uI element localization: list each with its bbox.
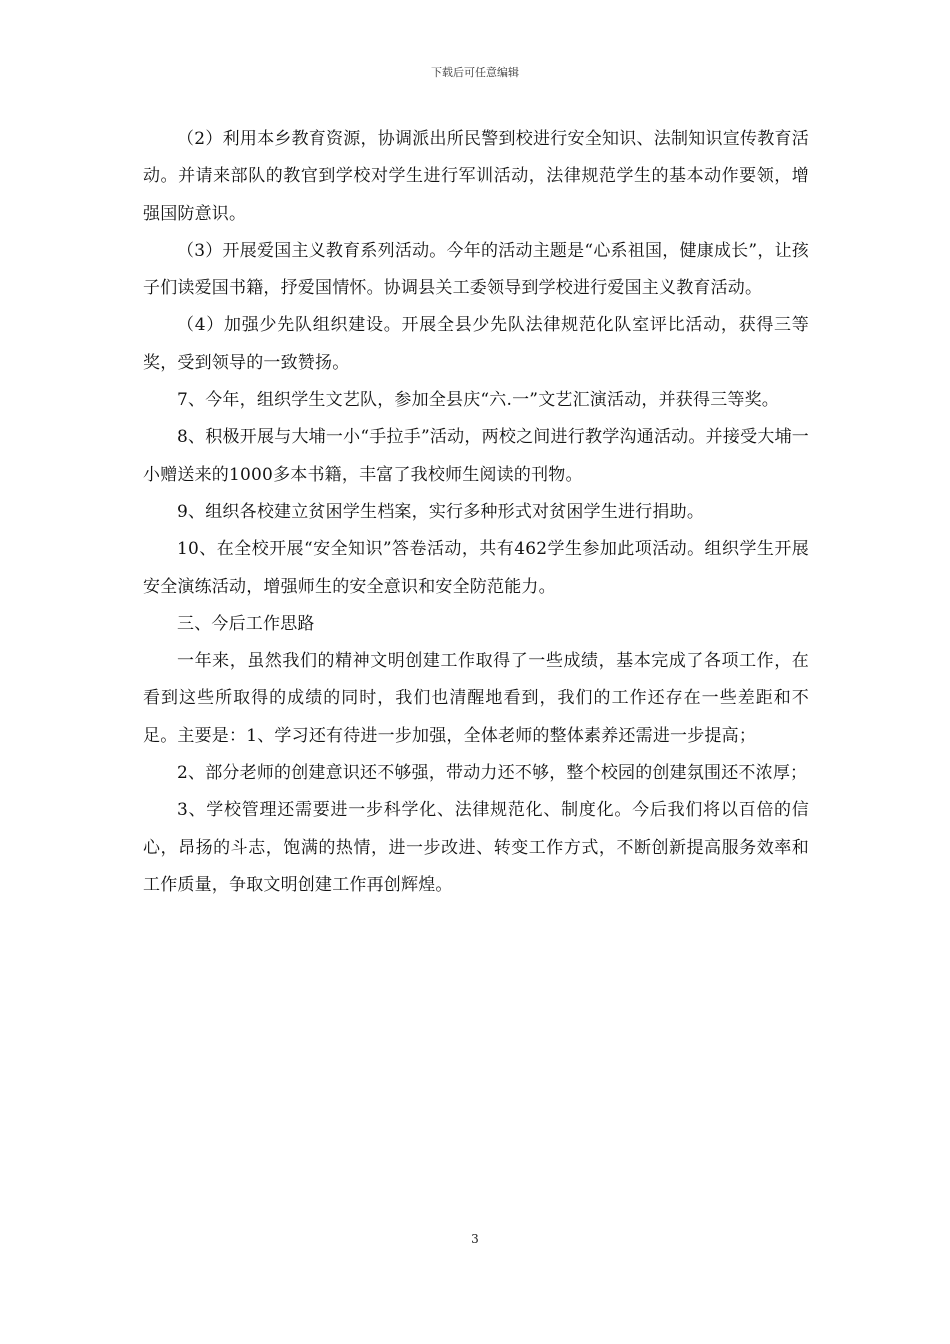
paragraph-shortcoming-2: 2、部分老师的创建意识还不够强，带动力还不够，整个校园的创建氛围还不浓厚； — [177, 763, 808, 784]
paragraph-item-8: 8、积极开展与大埔一小“手拉手”活动，两校之间进行教学沟通活动。并接受大埔一小赠送来的1000多本书籍，丰富了我校师生阅读的刊物。 — [143, 427, 809, 485]
section-heading: 三、今后工作思路 — [177, 613, 315, 634]
paragraph-item-4: （4）加强少先队组织建设。开展全县少先队法律规范化队室评比活动，获得三等奖，受到领导的一致赞扬。 — [143, 315, 809, 373]
paragraph-item-10: 10、在全校开展“安全知识”答卷活动，共有462学生参加此项活动。组织学生开展安全演练活动，增强师生的安全意识和安全防范能力。 — [143, 539, 809, 597]
paragraph-item-3: （3）开展爱国主义教育系列活动。今年的活动主题是“心系祖国，健康成长”，让孩子们读爱国书籍，抒爱国情怀。协调县关工委领导到学校进行爱国主义教育活动。 — [143, 240, 809, 299]
document-body — [143, 121, 809, 904]
paragraph-item-7: 7、今年，组织学生文艺队，参加全县庆“六.一”文艺汇演活动，并获得三等奖。 — [177, 390, 779, 411]
paragraph-item-2: （2）利用本乡教育资源，协调派出所民警到校进行安全知识、法制知识宣传教育活动。并请来部队的教官到学校对学生进行军训活动，法律规范学生的基本动作要领，增强国防意识。 — [143, 129, 809, 224]
page-number: 3 — [471, 1232, 479, 1246]
paragraph-summary: 一年来，虽然我们的精神文明创建工作取得了一些成绩，基本完成了各项工作，在看到这些所取得的成绩的同时，我们也清醒地看到，我们的工作还存在一些差距和不足。主要是：1、学习还有待进一步加强，全体老师的整体素养还需进一步提高； — [143, 651, 809, 746]
paragraph-shortcoming-3: 3、学校管理还需要进一步科学化、法律规范化、制度化。今后我们将以百倍的信心，昂扬的斗志，饱满的热情，进一步改进、转变工作方式，不断创新提高服务效率和工作质量，争取文明创建工作再创辉煌。 — [143, 800, 809, 895]
header-note: 下载后可任意编辑 — [431, 66, 519, 79]
paragraph-item-9: 9、组织各校建立贫困学生档案，实行多种形式对贫困学生进行捐助。 — [177, 501, 705, 522]
